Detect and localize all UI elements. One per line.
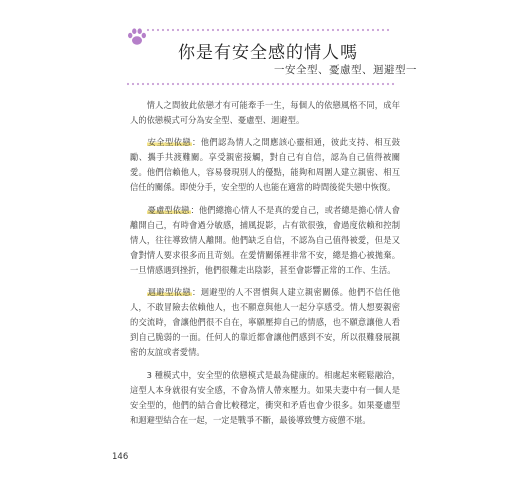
page-number: 146 xyxy=(112,452,129,462)
paw-print-icon xyxy=(126,26,148,48)
anxious-attachment-text: ：他們總擔心情人不是真的愛自己，或者總是擔心情人會離開自己，有時會過分敏感，捕風捉影，占有欲很強，會過度依賴和控制情人，往往導致情人離開。他們缺乏自信，不認為自己值得被愛，但是又會對情人要求很多而且苛刻。在愛情關係裡非常不安，總是擔心被拋棄。一旦情感遇到挫折，他們很難走出陰影，甚至會影響正常的工作、生活。 xyxy=(130,204,400,275)
intro-paragraph: 情人之間彼此依戀才有可能牽手一生，每個人的依戀風格不同，成年人的依戀模式可分為安全型、憂慮型、迴避型。 xyxy=(130,100,400,126)
anxious-attachment-paragraph xyxy=(130,203,400,278)
dotted-divider-top xyxy=(146,28,392,32)
secure-attachment-paragraph xyxy=(130,135,400,195)
avoidant-attachment-paragraph xyxy=(130,285,400,360)
dotted-divider-bottom xyxy=(126,82,400,86)
article-body xyxy=(130,98,400,435)
avoidant-attachment-term: 迴避型依戀 xyxy=(147,287,192,298)
anxious-attachment-term: 憂慮型依戀 xyxy=(147,204,190,215)
secure-attachment-text: ：他們認為情人之間應該心靈相通，彼此支持、相互鼓勵、攜手共渡難關。享受親密接觸，對自己有自信，認為自己值得被關愛。他們信賴他人，容易發現別人的優點，能夠和周圍人建立親密、相互信任的關係。即使分手，安全型的人也能在適當的時間後從失戀中恢復。 xyxy=(130,137,400,193)
avoidant-attachment-text: ：迴避型的人不習慣與人建立親密關係。他們不信任他人，不敢冒險去依賴他人，也不願意與他人一起分享感受。情人想要親密的交流時，會讓他們很不自在，寧願壓抑自己的情感，也不願意讓他人看到自己脆弱的一面。任何人的靠近都會讓他們感到不安，所以很難發展親密的友誼或者愛情。 xyxy=(130,287,400,358)
page-subtitle: 一安全型、憂慮型、迴避型一 xyxy=(274,64,417,76)
secure-attachment-term: 安全型依戀 xyxy=(147,137,192,148)
conclusion-paragraph: 3 種模式中，安全型的依戀模式是最為健康的。相處起來輕鬆融洽，這型人本身就很有安全感，不會為情人帶來壓力。如果夫妻中有一個人是安全型的，他們的結合會比較穩定，衝突和矛盾也會少很多。如果憂慮型和迴避型結合在一起，一定是戰爭不斷，最後導致雙方疲憊不堪。 xyxy=(130,369,400,425)
page-title: 你是有安全感的情人嗎 xyxy=(178,43,358,63)
